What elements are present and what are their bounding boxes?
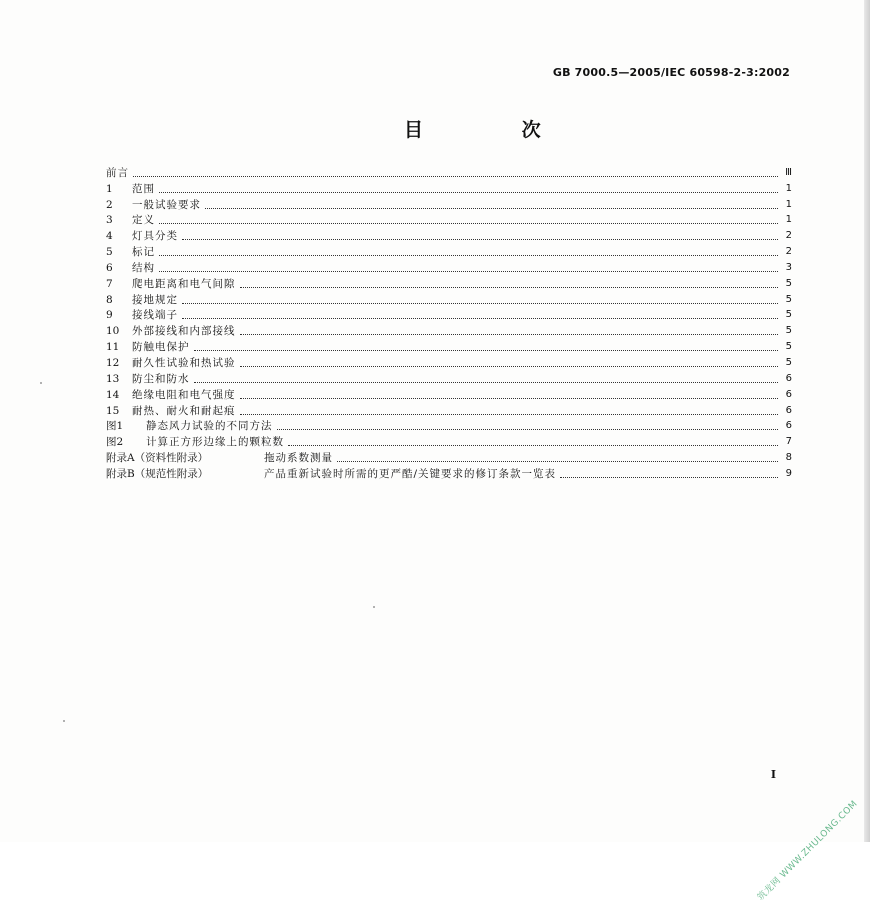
toc-entry-page: 2 — [785, 246, 792, 258]
toc-entry-number: 12 — [106, 356, 120, 369]
toc-entry-label: 计算正方形边缘上的颗粒数 — [146, 436, 284, 449]
toc-entry — [106, 227, 792, 243]
toc-entry — [106, 243, 792, 259]
dot-leader — [288, 445, 778, 446]
footer-page-number: I — [770, 768, 776, 781]
dot-leader — [159, 271, 778, 272]
toc-entry-label: 产品重新试验时所需的更严酷/关键要求的修订条款一览表 — [264, 467, 557, 480]
table-of-contents — [106, 164, 792, 481]
toc-entry-label: 耐热、耐火和耐起痕 — [132, 404, 236, 417]
toc-entry-page: 5 — [785, 341, 792, 353]
dot-leader — [240, 398, 779, 399]
toc-entry-page: 1 — [785, 182, 792, 194]
dot-leader — [560, 477, 778, 478]
dot-leader — [194, 350, 779, 351]
toc-entry-page: 5 — [785, 277, 792, 289]
toc-entry-label: 外部接线和内部接线 — [132, 325, 236, 338]
toc-entry — [106, 402, 792, 418]
toc-entry — [106, 433, 792, 449]
toc-entry-number: 1 — [106, 182, 113, 195]
toc-entry-number: 附录A（资料性附录） — [106, 452, 209, 465]
dot-leader — [159, 255, 778, 256]
toc-entry — [106, 180, 792, 196]
page-edge-shadow — [864, 0, 870, 842]
toc-entry — [106, 259, 792, 275]
dot-leader — [337, 461, 778, 462]
toc-entry — [106, 370, 792, 386]
toc-entry-label: 标记 — [132, 246, 155, 259]
dot-leader — [240, 414, 779, 415]
toc-entry-number: 4 — [106, 230, 113, 243]
toc-entry-page: 3 — [785, 261, 792, 273]
scan-speck — [40, 382, 42, 384]
toc-entry-page: 5 — [785, 309, 792, 321]
scan-speck — [373, 606, 375, 608]
toc-entry-number: 图1 — [106, 420, 124, 433]
toc-entry-number: 13 — [106, 372, 120, 385]
dot-leader — [194, 382, 779, 383]
toc-entry-page: 2 — [785, 230, 792, 242]
dot-leader — [133, 176, 778, 177]
toc-entry-number: 11 — [106, 341, 120, 354]
toc-entry-number: 14 — [106, 388, 120, 401]
toc-entry-label: 结构 — [132, 261, 155, 274]
dot-leader — [240, 334, 779, 335]
toc-entry-number: 15 — [106, 404, 120, 417]
toc-entry-page: 6 — [785, 420, 792, 432]
toc-entry-page: 5 — [785, 356, 792, 368]
toc-entry-number: 3 — [106, 214, 113, 227]
toc-entry-label: 爬电距离和电气间隙 — [132, 277, 236, 290]
scan-speck — [63, 720, 65, 722]
toc-entry-label: 前言 — [106, 166, 129, 179]
toc-entry-number: 9 — [106, 309, 113, 322]
toc-entry-page: 6 — [785, 388, 792, 400]
toc-entry — [106, 275, 792, 291]
toc-entry — [106, 322, 792, 338]
toc-entry-label: 绝缘电阻和电气强度 — [132, 388, 236, 401]
toc-entry-label: 一般试验要求 — [132, 198, 201, 211]
toc-entry-label: 拖动系数测量 — [264, 452, 333, 465]
toc-entry-page: 5 — [785, 293, 792, 305]
toc-entry-number: 5 — [106, 246, 113, 259]
toc-entry — [106, 386, 792, 402]
dot-leader — [277, 429, 779, 430]
toc-entry-page: 8 — [785, 452, 792, 464]
watermark-stamp: 筑龙网 WWW.ZHULONG.COM — [756, 798, 860, 903]
toc-entry-page: Ⅲ — [785, 166, 792, 178]
toc-entry-label: 接地规定 — [132, 293, 178, 306]
toc-entry — [106, 291, 792, 307]
toc-entry-number: 附录B（规范性附录） — [106, 467, 209, 480]
toc-entry-page: 7 — [785, 436, 792, 448]
toc-entry-label: 耐久性试验和热试验 — [132, 356, 236, 369]
toc-entry-label: 防触电保护 — [132, 341, 190, 354]
toc-entry — [106, 354, 792, 370]
toc-entry — [106, 196, 792, 212]
toc-entry-number: 6 — [106, 261, 113, 274]
dot-leader — [182, 239, 778, 240]
dot-leader — [182, 318, 778, 319]
dot-leader — [205, 208, 778, 209]
toc-entry-number: 7 — [106, 277, 113, 290]
toc-entry-page: 6 — [785, 372, 792, 384]
toc-entry — [106, 164, 792, 180]
dot-leader — [182, 303, 778, 304]
toc-entry — [106, 338, 792, 354]
dot-leader — [240, 366, 779, 367]
dot-leader — [240, 287, 779, 288]
dot-leader — [159, 192, 778, 193]
toc-entry-page: 1 — [785, 214, 792, 226]
toc-entry-number: 图2 — [106, 436, 124, 449]
toc-entry-page: 1 — [785, 198, 792, 210]
toc-entry-label: 接线端子 — [132, 309, 178, 322]
toc-entry — [106, 465, 792, 481]
toc-entry-label: 灯具分类 — [132, 230, 178, 243]
toc-entry-page: 9 — [785, 467, 792, 479]
toc-entry-number: 2 — [106, 198, 113, 211]
toc-entry — [106, 307, 792, 323]
toc-entry-label: 范围 — [132, 182, 155, 195]
toc-entry-label: 防尘和防水 — [132, 372, 190, 385]
page-title: 目 次 — [404, 119, 587, 141]
toc-entry — [106, 212, 792, 228]
toc-entry-page: 5 — [785, 325, 792, 337]
toc-entry-label: 定义 — [132, 214, 155, 227]
toc-entry-label: 静态风力试验的不同方法 — [146, 420, 273, 433]
toc-entry-number: 10 — [106, 325, 120, 338]
dot-leader — [159, 223, 778, 224]
toc-entry — [106, 449, 792, 465]
standard-code: GB 7000.5—2005/IEC 60598-2-3:2002 — [552, 66, 790, 79]
toc-entry-page: 6 — [785, 404, 792, 416]
toc-entry — [106, 418, 792, 434]
toc-entry-number: 8 — [106, 293, 113, 306]
